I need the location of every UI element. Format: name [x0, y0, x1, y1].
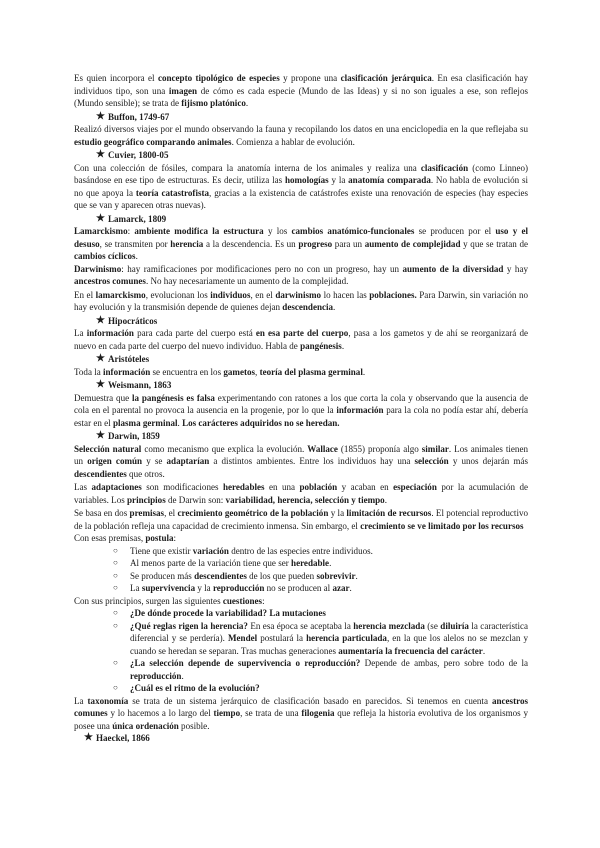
circle-bullet-icon: ○ [113, 570, 118, 580]
text: Se basa en dos [74, 508, 130, 518]
bold-text: similar [421, 443, 449, 454]
list-item [113, 607, 528, 620]
bold-text: taxonomía [87, 695, 129, 706]
text: Con sus principios, surgen las siguientes [74, 595, 223, 606]
bold-text: ¿De dónde procede la variabilidad? [130, 608, 268, 618]
text: postulará la [257, 633, 307, 643]
bold-text: sobrevivir [316, 570, 356, 581]
intro-paragraph [74, 72, 528, 110]
bold-text: heredable [291, 558, 330, 568]
text: : hay ramificaciones por modificaciones pero no con un progreso, hay un [121, 263, 403, 274]
text: en una [264, 482, 300, 492]
bold-text: descendencia [282, 302, 334, 312]
heading-text: Weismann, 1863 [108, 380, 172, 390]
bold-text: aumento de complejidad [364, 238, 461, 249]
bold-text: aumentaría la frecuencia del carácter [338, 645, 483, 656]
heading-text: Lamarck, 1809 [108, 213, 167, 224]
text: Realizó diversos viajes por el mundo observando la fauna y recopilando los datos en una enciclopedia en la que reflejaba su [74, 124, 528, 134]
aristoteles-paragraph [74, 366, 528, 379]
bold-text: única ordenación [112, 720, 179, 731]
text: . El potencial reproductivo de la población refleja una capacidad de crecimiento inmensa. Sin embargo, el [74, 508, 528, 531]
text: . [135, 251, 138, 261]
bold-text: ancestros comunes [74, 695, 528, 718]
document-page [74, 72, 528, 745]
comparison-paragraph [74, 289, 528, 314]
star-icon: ★ [96, 149, 105, 161]
bold-text: ¿Qué reglas rigen la herencia? [130, 620, 248, 631]
text: Tiene que existir [130, 545, 193, 556]
list-item [113, 545, 528, 558]
buffon-paragraph [74, 123, 528, 148]
hipocraticos-paragraph [74, 327, 528, 352]
bold-text: Darwinismo [74, 263, 122, 274]
bold-text: la pangénesis es falsa [131, 392, 215, 403]
text: : [262, 595, 265, 606]
heading-weismann [96, 379, 528, 392]
text: La [130, 583, 142, 593]
heading-text: Haeckel, 1866 [96, 733, 150, 743]
circle-bullet-icon: ○ [113, 545, 118, 555]
circle-bullet-icon: ○ [113, 658, 118, 667]
text: para un [332, 238, 365, 249]
text: , [255, 366, 260, 377]
star-icon: ★ [96, 110, 105, 122]
bold-text: información [336, 405, 384, 415]
bold-text: teoría del plasma germinal [259, 366, 363, 377]
text: . [482, 645, 486, 656]
text: y se [142, 456, 167, 466]
text: se trata de un sistema jerárquico de clasificación basado en parecidos. Si tenemos en cuenta [128, 695, 492, 706]
text: que refleja la historia evolutiva de los organismos y posee una [74, 708, 528, 731]
bold-text: progreso [298, 238, 333, 249]
bold-text: origen común [87, 456, 143, 466]
heading-text: Aristóteles [108, 354, 150, 364]
text: y unos dejarán más [448, 456, 529, 466]
text: posible. [178, 720, 210, 731]
bold-text: filogenia [301, 708, 335, 718]
bold-text: especiación [393, 482, 437, 492]
bold-text: selección [414, 456, 449, 466]
bold-text: imagen [168, 85, 198, 96]
bold-text: limitación de recursos [346, 508, 432, 518]
text: (como Linneo) basándose en ese tipo de estructuras. Es decir, utiliza las [74, 162, 528, 185]
text: a distintos ambientes. Entre los individuos hay una [209, 456, 415, 466]
text: . No hay necesariamente un aumento de la complejidad. [145, 276, 349, 286]
text: . No habla de evolución si no que apoya la [74, 175, 528, 198]
bold-text: homologías [284, 175, 329, 185]
circle-bullet-icon: ○ [113, 583, 118, 592]
text: Las [74, 482, 92, 492]
text: de cómo es cada especie (Mundo de las Ideas) y si no son iguales a ese, son reflejos (Mundo sensible); se trata de [74, 85, 528, 108]
star-icon: ★ [96, 353, 105, 365]
text: y la [328, 175, 349, 185]
bold-text: descendientes [194, 570, 247, 581]
heading-hipocraticos [96, 315, 528, 328]
cuestiones-list [74, 607, 528, 695]
bold-text: herencia [170, 238, 204, 249]
cuvier-paragraph [74, 162, 528, 212]
circle-bullet-icon: ○ [113, 558, 118, 567]
list-item [113, 557, 528, 570]
text: . [333, 302, 336, 312]
bold-text: anatomía comparada [348, 175, 431, 185]
text: . [329, 558, 332, 568]
bold-text: diluiría [440, 620, 469, 631]
star-icon: ★ [96, 212, 105, 224]
text: Para Darwin, sin variación no hay evolución y la transmisión depende de quienes dejan [74, 289, 528, 312]
text: la característica diferencial y se perdería). [130, 620, 529, 643]
text: Al menos parte de la variación tiene que ser [130, 558, 292, 568]
text: y la [195, 583, 213, 593]
bold-text: concepto tipológico de especies [157, 73, 280, 83]
text: En esa época se aceptaba la [247, 620, 354, 631]
bold-text: estudio geográfico comparando animales [74, 136, 232, 147]
lamarckismo-paragraph [74, 225, 528, 263]
bold-text: Mendel [228, 633, 258, 643]
heading-text: Hipocráticos [108, 315, 158, 326]
bold-text: Los carácteres adquiridos no se heredan. [182, 417, 340, 428]
text: como mecanismo que explica la evolución. [141, 443, 308, 454]
bold-text: La mutaciones [269, 608, 326, 618]
bold-text: premisas [129, 508, 165, 518]
bold-text: supervivencia [141, 583, 196, 593]
bold-text: reproducción [130, 670, 182, 681]
bold-text: azar [332, 583, 350, 593]
bold-text: variabilidad, herencia, selección y tiempo [225, 494, 385, 505]
bold-text: población [299, 482, 338, 492]
bold-text: cuestiones [222, 595, 263, 606]
circle-bullet-icon: ○ [113, 620, 118, 630]
bold-text: uso y el desuso [74, 226, 528, 249]
heading-darwin [96, 430, 528, 443]
text: . En esa clasificación hay individuos tipo, son una [74, 73, 528, 96]
bold-text: crecimiento geométrico de la población [177, 508, 329, 518]
bold-text: adaptaciones [91, 482, 142, 492]
text: . [362, 366, 366, 377]
bold-text: cambios cíclicos [74, 251, 136, 261]
bold-text: teoría catastrofista [135, 187, 210, 198]
text: y la [328, 508, 347, 518]
bold-text: información [86, 328, 134, 338]
text: y lo hacemos a lo largo del [107, 708, 214, 718]
bold-text: crecimiento se ve limitado por los recursos [360, 520, 524, 531]
bold-text: aumento de la diversidad [402, 263, 504, 274]
text: : [127, 226, 135, 236]
text: . [341, 340, 345, 351]
heading-text: Darwin, 1859 [108, 431, 160, 441]
text: . [384, 494, 387, 505]
bold-text: individuos [210, 289, 251, 300]
text: (se [424, 620, 441, 631]
text: y los [263, 226, 292, 236]
text: experimentando con ratones a los que corta la cola y observando que la ausencia de cola en el parental no provoca la ausencia en la progenie, por lo que la [74, 392, 528, 415]
weismann-paragraph [74, 392, 528, 430]
darwinismo-paragraph [74, 263, 528, 288]
text: de Darwin son: [165, 494, 226, 505]
heading-lamarck [96, 213, 528, 226]
text: Demuestra que [74, 392, 132, 403]
text: y que se tratan de [460, 238, 528, 249]
taxonomia-paragraph [74, 695, 528, 733]
bold-text: Lamarckismo [74, 226, 128, 236]
text: . Los animales tienen un [74, 443, 528, 466]
text: para cada parte del cuerpo está [133, 328, 256, 338]
text: Toda la [74, 366, 104, 377]
bold-text: clasificación jerárquica [340, 73, 432, 83]
bold-text: herencia mezclada [353, 620, 425, 631]
bold-text: pangénesis [300, 340, 342, 351]
text: Con una colección de fósiles, compara la anatomía interna de los animales y realiza una [74, 162, 421, 173]
star-icon: ★ [84, 732, 93, 744]
bold-text: ambiente modifica la estructura [134, 226, 264, 236]
bold-text: ¿La selección depende de supervivencia o reproducción? [130, 658, 361, 668]
bold-text: gametos [223, 366, 256, 377]
bold-text: fijismo platónico [181, 98, 246, 108]
text: , se transmiten por [99, 238, 171, 249]
text: , gracias a la existencia de catástrofes existe una renovación de especies (hay especies que se van y aparecen otras nuevas). [74, 187, 528, 210]
list-item [113, 582, 528, 595]
postula-list [74, 545, 528, 595]
bold-text: adaptarían [166, 456, 210, 466]
circle-bullet-icon: ○ [113, 608, 118, 617]
bold-text: ¿Cuál es el ritmo de la evolución? [130, 683, 260, 693]
text: son modificaciones [141, 482, 223, 492]
text: Depende de ambas, pero sobre todo de la [360, 658, 529, 668]
bold-text: reproducción [212, 583, 265, 593]
star-icon: ★ [96, 430, 105, 442]
heading-buffon [96, 111, 528, 124]
premisas-paragraph [74, 507, 528, 532]
heading-aristoteles [96, 353, 528, 366]
text: , en el [250, 289, 276, 300]
star-icon: ★ [96, 379, 105, 391]
text: de los que pueden [246, 570, 317, 581]
text: , el [164, 508, 178, 518]
bold-text: darwinismo [275, 289, 322, 300]
list-item [113, 657, 529, 682]
text: (1855) proponía algo [337, 443, 422, 454]
bold-text: plasma germinal [112, 417, 178, 428]
text: En el [74, 289, 96, 300]
text: : [173, 533, 177, 543]
bold-text: herencia particulada [306, 633, 387, 643]
text: y propone una [279, 73, 341, 83]
text: no se producen al [264, 583, 333, 593]
text: . [355, 570, 358, 581]
bold-text: Wallace [307, 443, 338, 454]
bold-text: clasificación [420, 162, 469, 173]
text: . [349, 583, 352, 593]
text: a la descendencia. Es un [203, 238, 299, 249]
text: se producen por el [414, 226, 496, 236]
postula-intro [74, 532, 528, 545]
star-icon: ★ [96, 314, 105, 326]
text: Es quien incorpora el [74, 73, 158, 83]
heading-text: Buffon, 1749-67 [108, 111, 170, 122]
list-item [113, 682, 528, 695]
text: Se producen más [130, 570, 195, 581]
text: . [177, 417, 183, 428]
text: , se trata de una [240, 708, 302, 718]
text: Con esas premisas, [74, 533, 146, 543]
text: , evolucionan los [145, 289, 211, 300]
adaptaciones-paragraph [74, 481, 528, 506]
bold-text: principios [127, 494, 166, 505]
bold-text: descendientes [74, 468, 127, 479]
text: dentro de las especies entre individuos. [228, 545, 373, 556]
heading-haeckel [84, 732, 528, 745]
bold-text: en esa parte del cuerpo [255, 328, 349, 338]
list-item [113, 570, 528, 583]
text: La [74, 695, 88, 706]
text: . Comienza a hablar de evolución. [231, 136, 355, 147]
text: por la acumulación de variables. Los [74, 482, 528, 505]
bold-text: cambios anatómico-funcionales [291, 226, 415, 236]
text: La [74, 328, 87, 338]
bold-text: heredables [222, 482, 265, 492]
text: . [245, 98, 249, 108]
bold-text: Selección natural [74, 443, 142, 454]
bold-text: poblaciones. [369, 289, 417, 300]
bold-text: postula [145, 533, 174, 543]
text: . [181, 670, 184, 681]
seleccion-natural-paragraph [74, 443, 528, 481]
text: , pasa a los gametos y de ahí se reorganizará de nuevo en cada parte del cuerpo del nuevo individuo. Habla de [74, 328, 529, 351]
cuestiones-intro [74, 595, 528, 608]
text: , en la que los alelos no se mezclan y cuando se heredan se separan. Tras muchas generaciones [130, 633, 529, 656]
bold-text: información [103, 366, 151, 377]
text: se encuentra en los [150, 366, 224, 377]
bold-text: tiempo [213, 708, 241, 718]
heading-text: Cuvier, 1800-05 [108, 150, 169, 160]
text: y acaban en [337, 482, 394, 492]
bold-text: lamarckismo [95, 289, 146, 300]
bold-text: ancestros comunes [74, 276, 146, 286]
text: para la cola no podía estar ahí, debería estar en el [74, 405, 529, 428]
heading-cuvier [96, 149, 528, 162]
list-item [113, 620, 529, 658]
circle-bullet-icon: ○ [113, 683, 118, 692]
text: y hay [503, 263, 528, 274]
text: que otros. [126, 468, 165, 479]
text: lo hacen las [321, 289, 370, 300]
bold-text: variación [192, 545, 229, 556]
